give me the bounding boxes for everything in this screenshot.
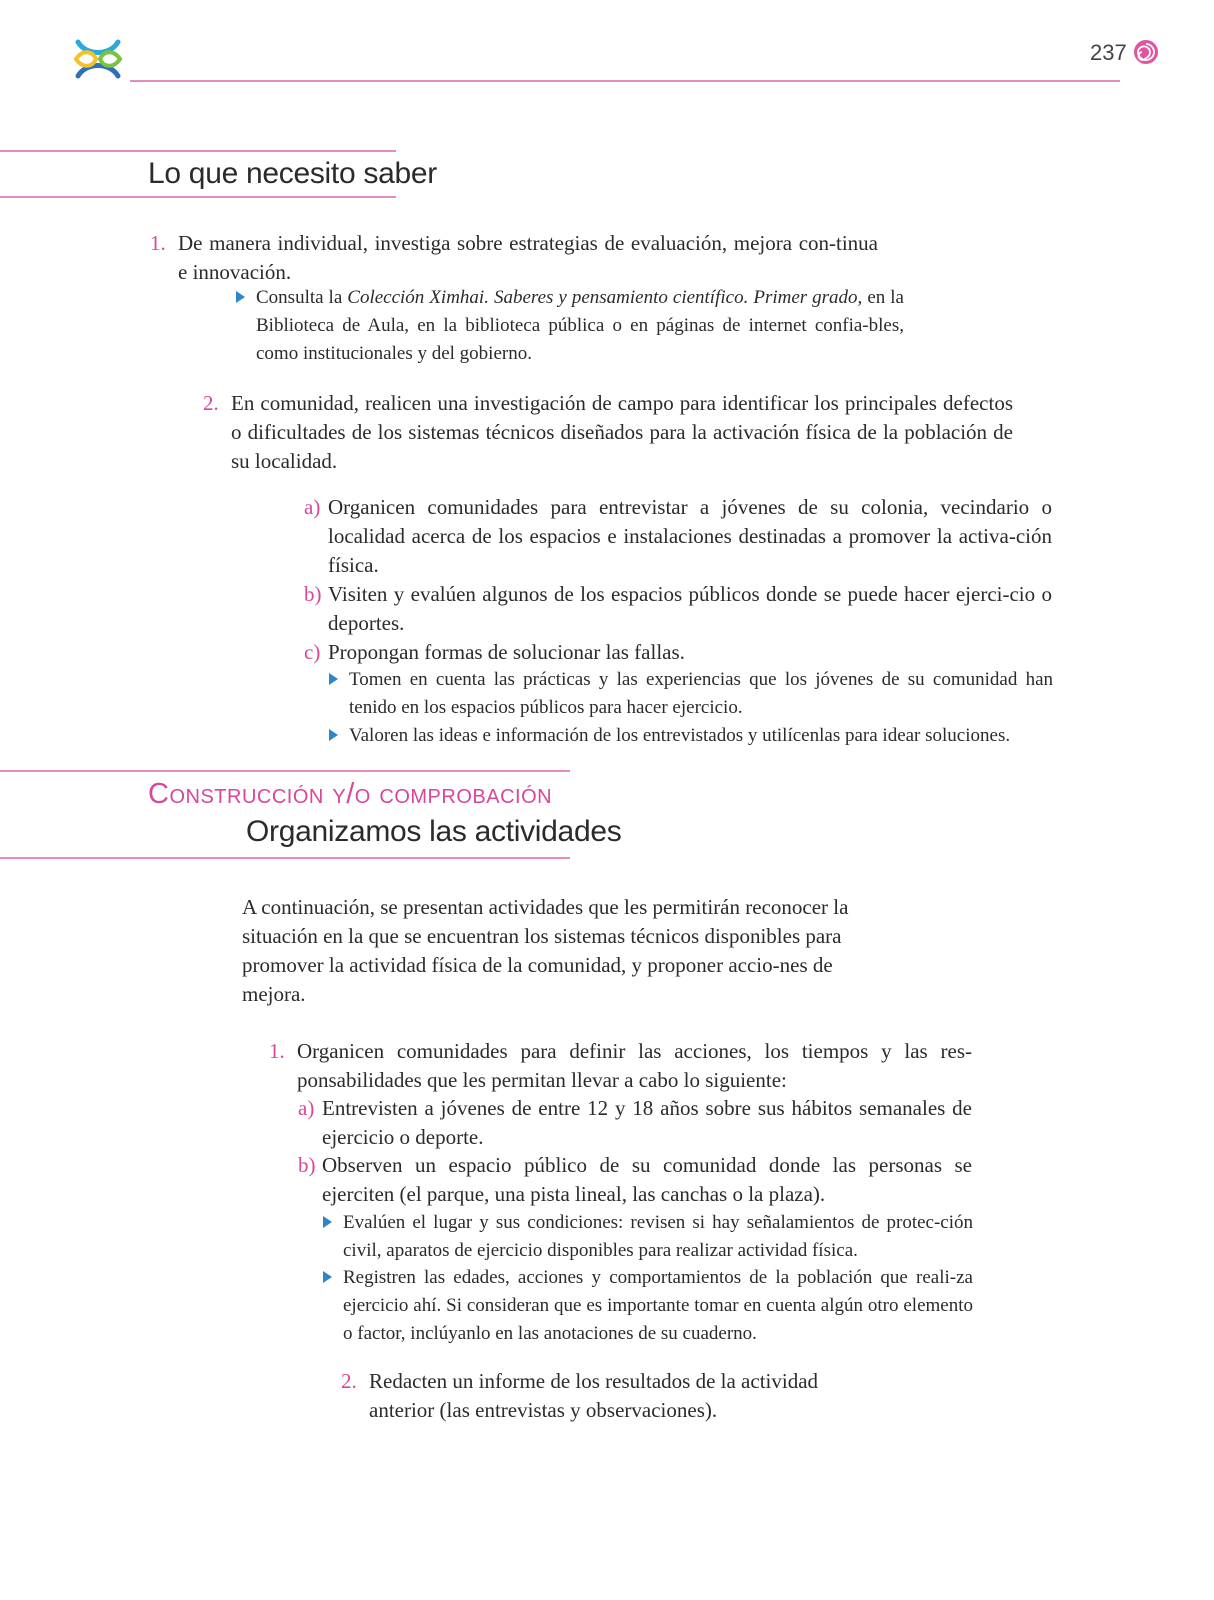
bullet-item: Evalúen el lugar y sus condiciones: revisen si hay señalamientos de protec-ción civil, aparatos de ejercicio disponibles para realizar actividad física. <box>343 1209 973 1265</box>
bullet-triangle-icon <box>329 673 338 685</box>
section1-bottom-rule <box>0 196 396 198</box>
bullet-triangle-icon <box>323 1216 332 1228</box>
bullet-item: Registren las edades, acciones y comportamientos de la población que reali-za ejercicio ahí. Si consideran que es importante tomar en cuenta algún otro elemento o factor, inclúyanlo en las anotaciones de su cuaderno. <box>343 1264 973 1348</box>
sub-item: b) Observen un espacio público de su comunidad donde las personas se ejerciten (el parque, una pista lineal, las canchas o la plaza). <box>298 1153 972 1206</box>
sub-item: a) Organicen comunidades para entrevistar a jóvenes de su colonia, vecindario o localidad acerca de los espacios e instalaciones destinadas a promover la activa-ción física. <box>304 495 1052 577</box>
section2-top-rule <box>0 770 570 772</box>
spiral-ornament-icon <box>1132 38 1160 66</box>
sub-item: a) Entrevisten a jóvenes de entre 12 y 18 años sobre sus hábitos semanales de ejercicio o deporte. <box>298 1096 972 1149</box>
section2-bottom-rule <box>0 857 570 859</box>
item-number: 1. <box>269 1039 285 1063</box>
item-number: 1. <box>150 231 166 255</box>
bullet-triangle-icon <box>323 1271 332 1283</box>
book-title: Colección Ximhai. Saberes y pensamiento científico. Primer grado, <box>347 287 863 308</box>
list-item <box>269 1037 972 1095</box>
section-title: Lo que necesito saber <box>148 157 437 190</box>
intro-paragraph: A continuación, se presentan actividades que les permitirán reconocer la situación en la que se encuentran los sistemas técnicos disponibles para promover la actividad física de la comunidad, y proponer accio-nes de mejora. <box>242 895 849 1006</box>
item-number: 2. <box>203 391 219 415</box>
bullet-item: Valoren las ideas e información de los entrevistados y utilícenlas para idear soluciones. <box>349 722 1053 750</box>
page-number: 237 <box>1090 40 1127 65</box>
section-title: Organizamos las actividades <box>246 815 622 848</box>
bullet-item: Tomen en cuenta las prácticas y las experiencias que los jóvenes de su comunidad han tenido en los espacios públicos para hacer ejercicio. <box>349 666 1053 722</box>
sub-item: c) Propongan formas de solucionar las fallas. <box>304 640 685 664</box>
list-item <box>150 229 878 287</box>
header-rule <box>130 80 1120 82</box>
logo-icon <box>72 34 124 84</box>
section1-top-rule <box>0 150 396 152</box>
bullet-item: Consulta la Colección Ximhai. Saberes y pensamiento científico. Primer grado, en la Biblioteca de Aula, en la biblioteca pública o en páginas de internet confia-bles, como institucionales y del gobierno. <box>256 284 904 368</box>
list-item <box>203 389 1013 476</box>
item-text: Organicen comunidades para definir las acciones, los tiempos y las res-ponsabilidades que les permitan llevar a cabo lo siguiente: <box>297 1039 972 1092</box>
bullet-triangle-icon <box>236 291 245 303</box>
item-text: De manera individual, investiga sobre estrategias de evaluación, mejora con-tinua e innovación. <box>178 231 878 284</box>
list-item <box>341 1367 869 1425</box>
item-number: 2. <box>341 1369 357 1393</box>
section-kicker: Construcción y/o comprobación <box>148 778 553 810</box>
item-text: Redacten un informe de los resultados de la actividad anterior (las entrevistas y observaciones). <box>369 1369 819 1422</box>
bullet-triangle-icon <box>329 729 338 741</box>
sub-item: b) Visiten y evalúen algunos de los espacios públicos donde se puede hacer ejerci-cio o deportes. <box>304 582 1052 635</box>
item-text: En comunidad, realicen una investigación de campo para identificar los principales defectos o dificultades de los sistemas técnicos diseñados para la activación física de la población de su localidad. <box>231 391 1013 473</box>
